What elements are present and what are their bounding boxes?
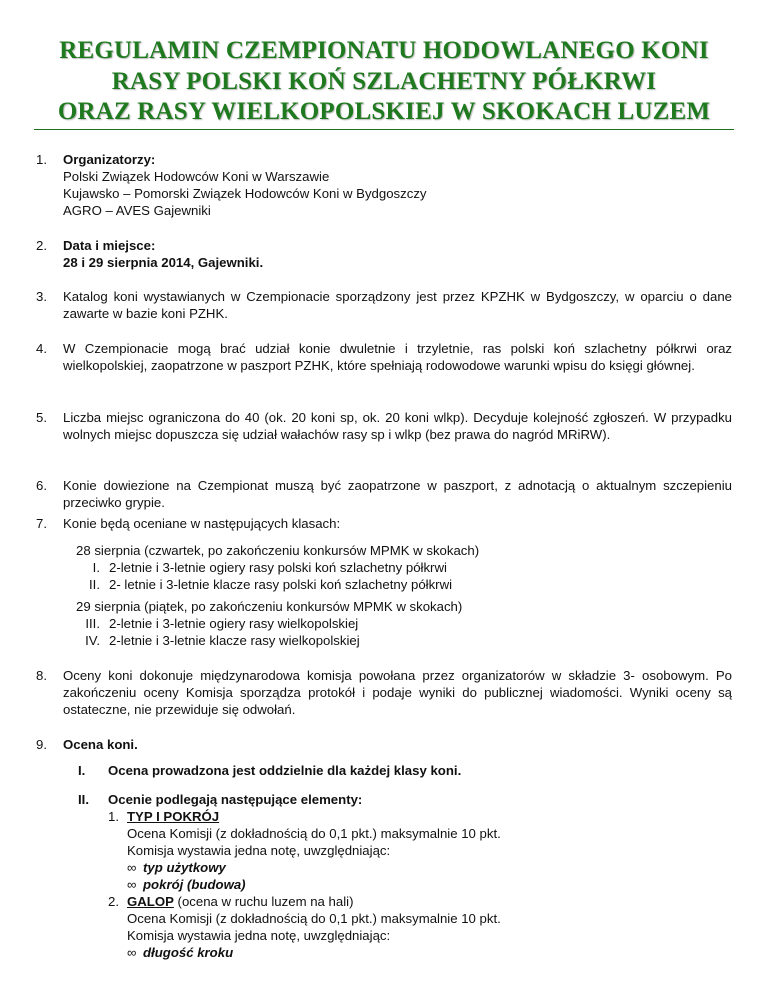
class-numeral: I. — [92, 560, 100, 575]
title-line-2: RASY POLSKI KOŃ SZLACHETNY PÓŁKRWI — [111, 67, 657, 95]
criterion — [127, 859, 501, 876]
point-text: Ocena prowadzona jest oddzielnie dla każdej klasy koni. — [108, 763, 462, 778]
element-name: TYP I POKRÓJ — [127, 809, 220, 824]
class-row — [72, 615, 462, 632]
organizer-line: Polski Związek Hodowców Koni w Warszawie — [63, 169, 330, 184]
section-number: 8. — [36, 668, 47, 683]
day-2-block — [72, 598, 462, 649]
class-row — [72, 576, 479, 593]
class-label: 2-letnie i 3-letnie ogiery rasy polski koń szlachetny półkrwi — [109, 560, 447, 575]
element-suffix: (ocena w ruchu luzem na hali) — [173, 894, 354, 909]
point-text: Ocenie podlegają następujące elementy: — [108, 792, 363, 807]
section-commission — [36, 667, 732, 718]
infinity-bullet-icon: ∞ — [127, 877, 137, 892]
element-note: Komisja wystawia jedna notę, uwzględniając: — [127, 928, 391, 943]
document-title — [0, 36, 768, 128]
infinity-bullet-icon: ∞ — [127, 860, 137, 875]
section-heading: Data i miejsce: — [63, 238, 156, 253]
class-label: 2-letnie i 3-letnie klacze rasy wielkopolskiej — [109, 633, 360, 648]
section-text: W Czempionacie mogą brać udział konie dwuletnie i trzyletnie, ras polski koń szlachetny półkrwi oraz wielkopolskiej, zaopatrzone w paszport PZHK, które spełniają rodowodowe warunki wpisu do księgi głównej. — [63, 341, 732, 373]
organizer-line: AGRO – AVES Gajewniki — [63, 203, 211, 218]
section-heading: Ocena koni. — [63, 737, 138, 752]
class-numeral: II. — [89, 577, 100, 592]
section-number: 3. — [36, 289, 47, 304]
section-number: 2. — [36, 238, 47, 253]
day-header: 28 sierpnia (czwartek, po zakończeniu konkursów MPMK w skokach) — [76, 543, 480, 558]
section-catalog — [36, 288, 732, 322]
day-1-block — [72, 542, 479, 593]
section-number: 9. — [36, 737, 47, 752]
section-number: 7. — [36, 516, 47, 531]
class-label: 2- letnie i 3-letnie klacze rasy polski koń szlachetny półkrwi — [109, 577, 453, 592]
section-text: Katalog koni wystawianych w Czempionacie sporządzony jest przez KPZHK w Bydgoszczy, w oparciu o dane zawarte w bazie koni PZHK. — [63, 289, 732, 321]
element-heading — [108, 893, 501, 910]
section-classes — [36, 515, 732, 532]
section-places — [36, 409, 732, 443]
section-heading: Organizatorzy: — [63, 152, 156, 167]
evaluation-point-1 — [78, 762, 461, 779]
criterion — [127, 876, 501, 893]
criterion — [127, 944, 501, 961]
infinity-bullet-icon: ∞ — [127, 945, 137, 960]
section-text: Konie będą oceniane w następujących klasach: — [63, 516, 341, 531]
point-numeral: I. — [78, 763, 86, 778]
section-number: 6. — [36, 478, 47, 493]
organizer-line: Kujawsko – Pomorski Związek Hodowców Koni w Bydgoszczy — [63, 186, 427, 201]
point-numeral: II. — [78, 792, 89, 807]
class-row — [72, 632, 462, 649]
evaluation-point-2 — [78, 791, 362, 808]
criterion-label: typ użytkowy — [143, 860, 226, 875]
title-underline — [34, 129, 734, 130]
class-numeral: III. — [85, 616, 100, 631]
criterion-label: długość kroku — [143, 945, 234, 960]
class-row — [72, 559, 479, 576]
element-score: Ocena Komisji (z dokładnością do 0,1 pkt.) maksymalnie 10 pkt. — [127, 911, 501, 926]
section-eligibility — [36, 340, 732, 374]
element-type-conformation — [108, 808, 501, 961]
section-text: Konie dowiezione na Czempionat muszą być zaopatrzone w paszport, z adnotacją o aktualnym szczepieniu przeciwko grypie. — [63, 478, 732, 510]
section-text: Oceny koni dokonuje międzynarodowa komisja powołana przez organizatorów w składzie 3- osobowym. Po zakończeniu oceny Komisja sporządza protokół i podaje wyniki do publicznej wiadomości. Wyniki oceny są ostateczne, nie przewiduje się odwołań. — [63, 668, 732, 717]
element-name: GALOP — [127, 894, 174, 909]
criterion-label: pokrój (budowa) — [143, 877, 246, 892]
section-evaluation — [36, 736, 732, 753]
element-number: 2. — [108, 894, 119, 909]
class-label: 2-letnie i 3-letnie ogiery rasy wielkopolskiej — [109, 616, 359, 631]
section-number: 5. — [36, 410, 47, 425]
date-place-value: 28 i 29 sierpnia 2014, Gajewniki. — [63, 255, 264, 270]
title-line-3: ORAZ RASY WIELKOPOLSKIEJ W SKOKACH LUZEM — [57, 98, 711, 125]
element-number: 1. — [108, 809, 119, 824]
element-note: Komisja wystawia jedna notę, uwzględniając: — [127, 843, 391, 858]
class-numeral: IV. — [85, 633, 100, 648]
title-line-1: REGULAMIN CZEMPIONATU HODOWLANEGO KONI — [59, 37, 709, 64]
section-number: 4. — [36, 341, 47, 356]
section-organizers — [36, 151, 732, 219]
section-date-place — [36, 237, 732, 271]
section-number: 1. — [36, 152, 47, 167]
day-header: 29 sierpnia (piątek, po zakończeniu konkursów MPMK w skokach) — [76, 599, 463, 614]
element-score: Ocena Komisji (z dokładnością do 0,1 pkt.) maksymalnie 10 pkt. — [127, 826, 501, 841]
section-vaccination — [36, 477, 732, 511]
section-text: Liczba miejsc ograniczona do 40 (ok. 20 koni sp, ok. 20 koni wlkp). Decyduje kolejność zgłoszeń. W przypadku wolnych miejsc dopuszcza się udział wałachów rasy sp i wlkp (bez prawa do nagród MRiRW). — [63, 410, 732, 442]
element-heading — [108, 808, 501, 825]
